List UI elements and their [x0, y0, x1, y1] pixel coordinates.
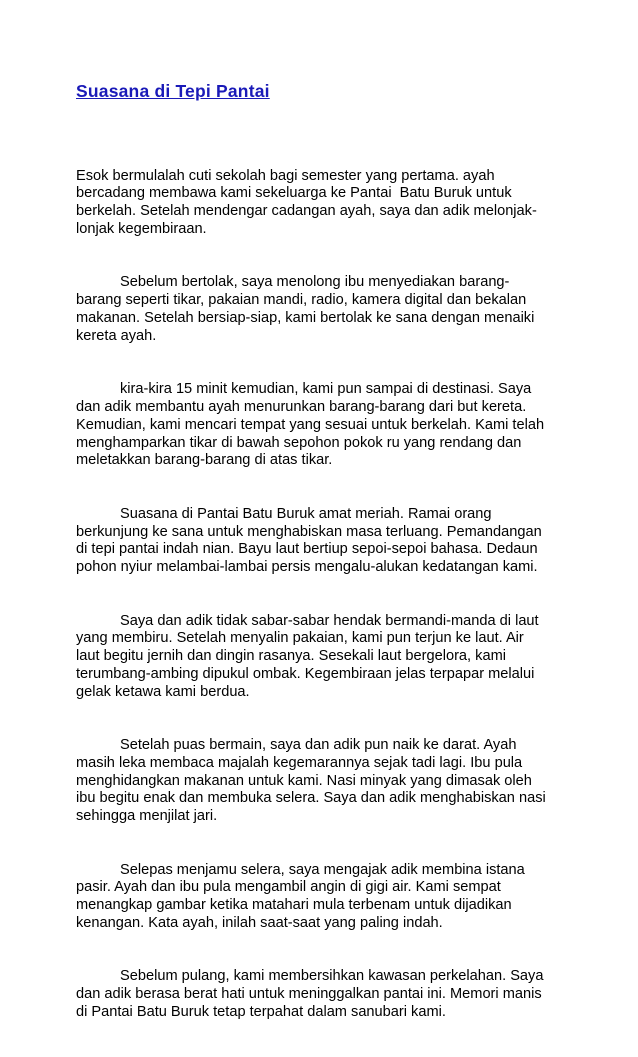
paragraph-1: Esok bermulalah cuti sekolah bagi semester yang pertama. ayah bercadang membawa kami sekeluarga ke Pantai Batu Buruk untuk berkelah. Setelah mendengar cadangan ayah, saya dan adik melonjak- lonjak kegembiraan.: [76, 167, 537, 237]
paragraph-3: kira-kira 15 minit kemudian, kami pun sampai di destinasi. Saya dan adik membantu ayah menurunkan barang-barang dari but kereta. Kemudian, kami mencari tempat yang sesuai untuk berkelah. Kami telah menghamparkan tikar di bawah sepohon pokok ru yang rendang dan meletakkan barang-barang di atas tikar.: [76, 381, 545, 469]
document-body: [76, 132, 576, 1057]
paragraph-8: Sebelum pulang, kami membersihkan kawasan perkelahan. Saya dan adik berasa berat hati untuk meninggalkan pantai ini. Memori manis di Pantai Batu Buruk tetap terpahat dalam sanubari kami.: [76, 968, 544, 1021]
paragraph-5: Saya dan adik tidak sabar-sabar hendak bermandi-manda di laut yang membiru. Setelah menyalin pakaian, kami pun terjun ke laut. Air laut begitu jernih dan dingin rasanya. Sesekali laut bergelora, kami terumbang-ambing dipukul ombak. Kegembiraan jelas terpapar melalui gelak ketawa kami berdua.: [76, 612, 539, 700]
paragraph-7: Selepas menjamu selera, saya mengajak adik membina istana pasir. Ayah dan ibu pula mengambil angin di gigi air. Kami sempat menangkap gambar ketika matahari mula terbenam untuk dijadikan kenangan. Kata ayah, inilah saat-saat yang paling indah.: [76, 861, 525, 932]
document-page: [76, 80, 576, 1057]
paragraph-6: Setelah puas bermain, saya dan adik pun naik ke darat. Ayah masih leka membaca majalah kegemarannya sejak tadi lagi. Ibu pula menghidangkan makanan untuk kami. Nasi minyak yang dimasak oleh ibu begitu enak dan membuka selera. Saya dan adik menghabiskan nasi sehingga menjilat jari.: [76, 737, 546, 825]
paragraph-2: Sebelum bertolak, saya menolong ibu menyediakan barang- barang seperti tikar, pakaian mandi, radio, kamera digital dan bekalan makanan. Setelah bersiap-siap, kami bertolak ke sana dengan menaiki kereta ayah.: [76, 274, 535, 344]
document-title: Suasana di Tepi Pantai: [76, 81, 270, 101]
paragraph-4: Suasana di Pantai Batu Buruk amat meriah. Ramai orang berkunjung ke sana untuk menghabiskan masa terluang. Pemandangan di tepi pantai indah nian. Bayu laut bertiup sepoi-sepoi bahasa. Dedaun pohon nyiur melambai-lambai persis mengalu-alukan kedatangan kami.: [76, 505, 542, 576]
